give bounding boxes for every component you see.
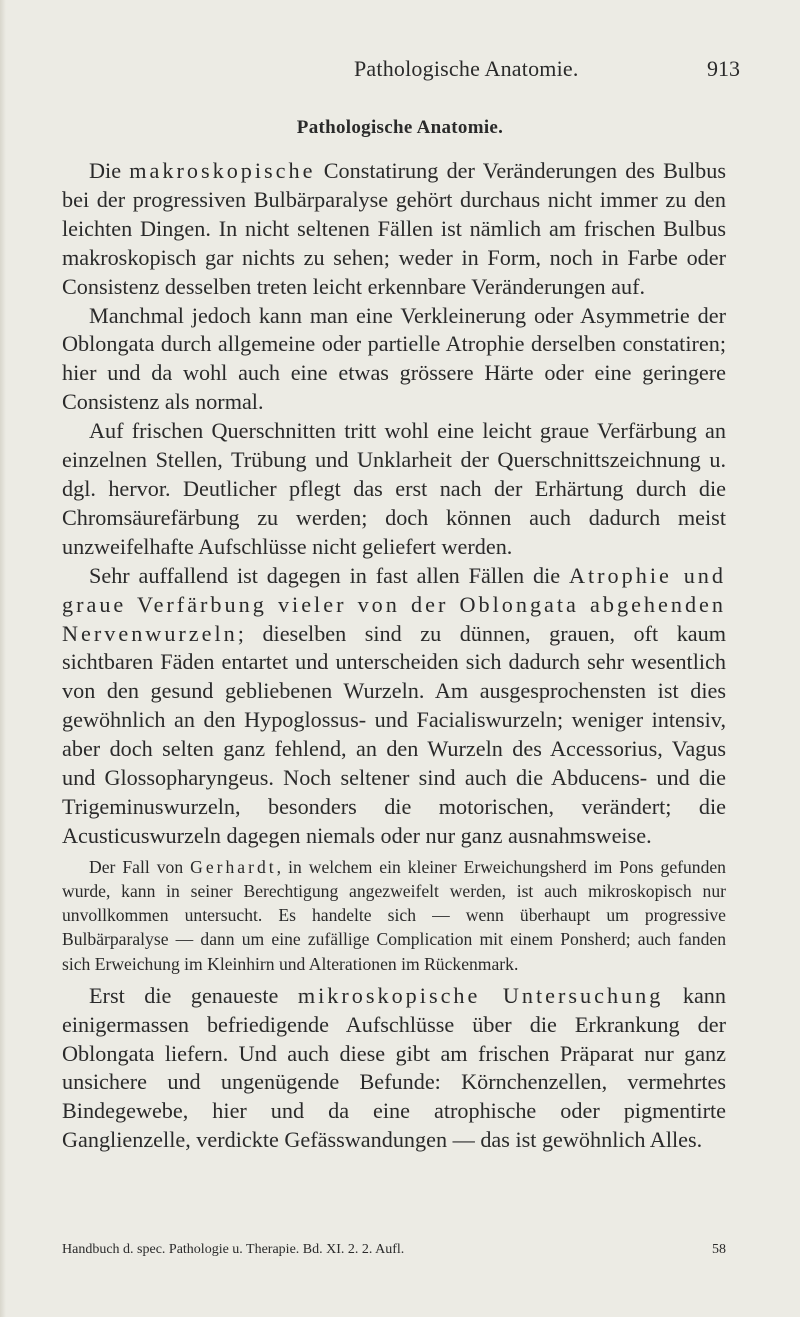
text-segment: , in welchem ein kleiner Erweichungsherd im Pons gefunden wurde, kann in seiner Berechtigung angezweifelt werden, ist auch mikroskopisch nur unvollkommen untersucht. Es handelte sich — wenn überhaupt um progressive Bulbärparalyse — dann um eine zufällige Complication mit einem Ponsherd; auch fanden sich Erweichung im Kleinhirn und Alterationen im Rückenmark. bbox=[62, 856, 726, 974]
footnote-paragraph bbox=[62, 855, 726, 976]
text-segment: Auf frischen Querschnitten tritt wohl eine leicht graue Verfärbung an einzelnen Stellen, Trübung und Unklarheit der Querschnittszeichnung u. dgl. hervor. Deutlicher pflegt das erst nach der Erhärtung durch die Chromsäurefärbung zu werden; doch können auch dadurch meist unzweifelhafte Aufschlüsse nicht geliefert werden. bbox=[62, 418, 726, 559]
body-paragraph bbox=[62, 417, 726, 562]
text-segment: Erst die genaueste bbox=[89, 982, 298, 1008]
text-segment: Manchmal jedoch kann man eine Verkleinerung oder Asymmetrie der Oblongata durch allgemeine oder partielle Atrophie derselben constatiren; hier und da wohl auch eine etwas grössere Härte oder eine geringere Consistenz als normal. bbox=[62, 302, 726, 415]
text-segment: kann einigermassen befriedigende Aufschlüsse über die Erkrankung der Oblongata liefern. Und auch diese gibt am frischen Präparat nur ganz unsichere und ungenügende Befunde: Körnchenzellen, vermehrtes Bindegewebe, hier und da eine atrophische oder pigmentirte Ganglienzelle, verdickte Gefässwandungen — das ist gewöhnlich Alles. bbox=[62, 982, 726, 1153]
body-paragraph bbox=[62, 982, 726, 1155]
body-text bbox=[62, 157, 726, 1155]
text-segment: Der Fall von bbox=[89, 856, 191, 877]
running-title: Pathologische Anatomie. bbox=[354, 56, 579, 81]
emphasized-text: mikroskopische Untersuchung bbox=[297, 982, 664, 1008]
page-number: 913 bbox=[707, 56, 740, 81]
page-edge-shadow bbox=[0, 0, 6, 1317]
footer-signature-mark: 58 bbox=[712, 1242, 726, 1257]
text-segment: Constatirung der Veränderungen des Bulbus bei der progressiven Bulbärparalyse gehört durchaus nicht immer zu den leichten Dingen. In nicht seltenen Fällen ist nämlich am frischen Bulbus makroskopisch gar nichts zu sehen; weder in Form, noch in Farbe oder Consistenz desselben treten leicht erkennbare Veränderungen auf. bbox=[62, 158, 726, 299]
footer-book-reference: Handbuch d. spec. Pathologie u. Therapie. Bd. XI. 2. 2. Aufl. bbox=[62, 1242, 405, 1257]
emphasized-text: makroskopische bbox=[129, 158, 316, 183]
text-segment: Die bbox=[89, 158, 130, 183]
text-segment: ; dieselben sind zu dünnen, grauen, oft kaum sichtbaren Fäden entartet und unterscheiden sich dadurch sehr wesentlich von den gesund gebliebenen Wurzeln. Am ausgesprochensten ist dies gewöhnlich an den Hypoglossus- und Facialiswurzeln; weniger intensiv, aber doch selten ganz fehlend, an den Wurzeln des Accessorius, Vagus und Glossopharyngeus. Noch seltener sind auch die Abducens- und die Trigeminuswurzeln, besonders die motorischen, verändert; die Acusticuswurzeln dagegen niemals oder nur ganz ausnahmsweise. bbox=[62, 620, 726, 848]
section-title: Pathologische Anatomie. bbox=[296, 117, 504, 138]
body-paragraph bbox=[62, 157, 726, 302]
running-header bbox=[0, 56, 800, 86]
emphasized-text: Gerhardt bbox=[190, 856, 277, 877]
body-paragraph bbox=[62, 562, 726, 851]
body-paragraph bbox=[62, 302, 726, 418]
page-footer bbox=[62, 1242, 726, 1262]
emphasized-text: Atrophie und graue Verfärbung vieler von der Oblongata abgehenden Nervenwurzeln bbox=[62, 562, 726, 646]
text-segment: Sehr auffallend ist dagegen in fast allen Fällen die bbox=[89, 562, 569, 588]
